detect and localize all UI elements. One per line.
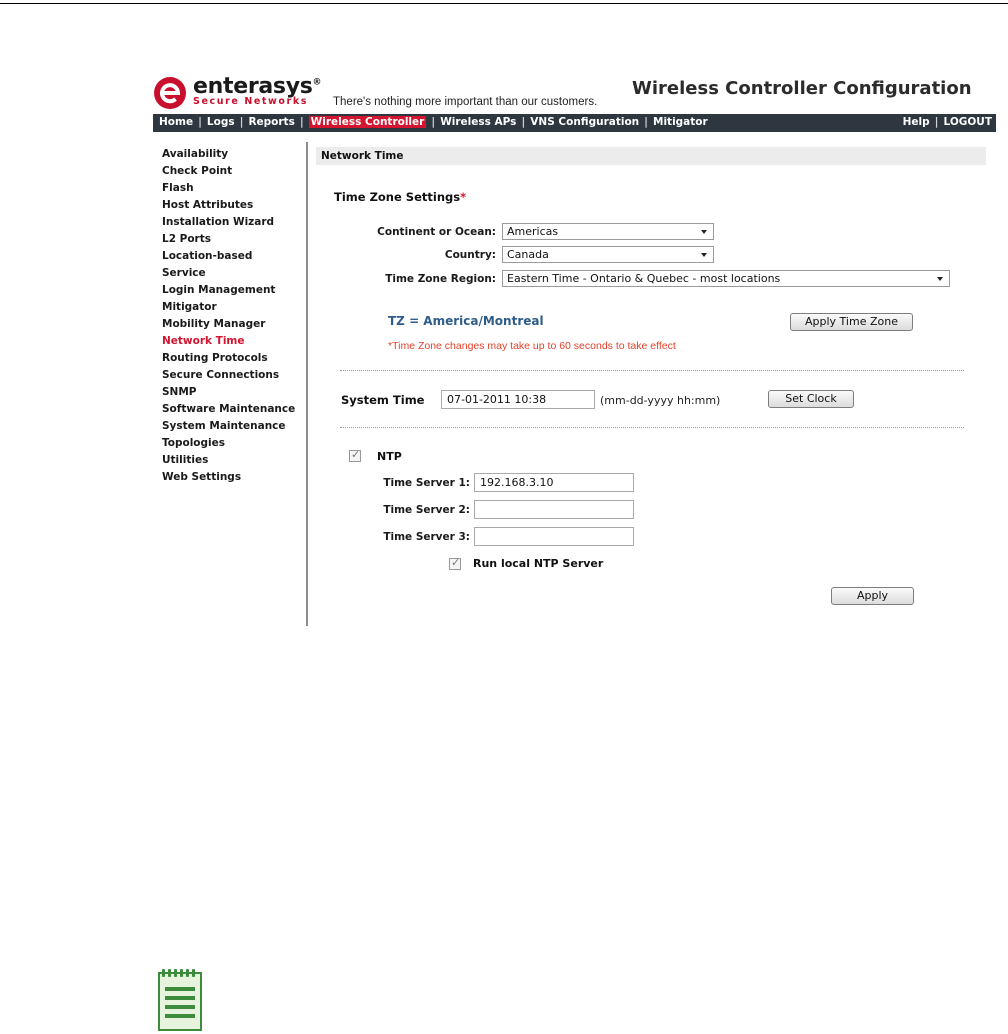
nav-mitigator[interactable]: Mitigator <box>653 116 708 128</box>
required-mark: * <box>460 190 467 204</box>
nav-help[interactable]: Help <box>902 116 930 128</box>
time-server-1-input[interactable]: 192.168.3.10 <box>474 473 634 492</box>
system-time-format: (mm-dd-yyyy hh:mm) <box>600 394 721 407</box>
nav-home[interactable]: Home <box>159 116 194 128</box>
nav-logs[interactable]: Logs <box>206 116 235 128</box>
run-local-ntp-label: Run local NTP Server <box>473 557 604 570</box>
nav-separator: | <box>239 116 244 128</box>
sidebar-item-l2-ports[interactable]: L2 Ports <box>162 233 212 245</box>
enterasys-logo-icon <box>153 76 187 110</box>
sidebar-item-location-based-service[interactable]: Service <box>162 267 206 279</box>
nav-separator: | <box>431 116 436 128</box>
sidebar-item-location-based[interactable]: Location-based <box>162 250 253 262</box>
sidebar-item-system-maintenance[interactable]: System Maintenance <box>162 420 286 432</box>
brand-sub: Secure Networks <box>193 96 309 107</box>
time-zone-region-select[interactable]: Eastern Time - Ontario & Quebec - most locations <box>502 270 950 287</box>
time-zone-region-label: Time Zone Region: <box>385 273 496 285</box>
tz-result: TZ = America/Montreal <box>388 314 544 328</box>
nav-right-group <box>903 116 992 128</box>
chevron-down-icon <box>937 277 943 281</box>
ntp-checkbox[interactable] <box>349 450 361 462</box>
top-nav-bar <box>153 114 996 132</box>
sidebar-divider <box>306 142 308 626</box>
set-clock-button[interactable]: Set Clock <box>768 390 854 408</box>
section-header-bar <box>316 147 986 165</box>
top-rule <box>0 3 1008 4</box>
section-title: Network Time <box>321 150 404 162</box>
sidebar-item-snmp[interactable]: SNMP <box>162 386 197 398</box>
sidebar <box>162 146 302 486</box>
time-zone-note: *Time Zone changes may take up to 60 seconds to take effect <box>388 340 676 352</box>
sidebar-item-host-attributes[interactable]: Host Attributes <box>162 199 254 211</box>
nav-separator: | <box>198 116 202 128</box>
page-heading: Wireless Controller Configuration <box>632 78 972 99</box>
chevron-down-icon <box>701 253 707 257</box>
sidebar-item-secure-connections[interactable]: Secure Connections <box>162 369 280 381</box>
nav-reports[interactable]: Reports <box>248 116 295 128</box>
sidebar-item-installation-wizard[interactable]: Installation Wizard <box>162 216 275 228</box>
sidebar-item-login-management[interactable]: Login Management <box>162 284 276 296</box>
chevron-down-icon <box>701 230 707 234</box>
nav-separator: | <box>521 116 526 128</box>
country-label: Country: <box>444 249 496 261</box>
time-zone-settings-title: Time Zone Settings* <box>334 190 467 204</box>
system-time-label: System Time <box>341 393 425 407</box>
continent-label: Continent or Ocean: <box>377 226 496 238</box>
ntp-label: NTP <box>377 450 402 463</box>
apply-button[interactable]: Apply <box>831 587 914 605</box>
time-server-3-input[interactable] <box>474 527 634 546</box>
sidebar-item-mitigator[interactable]: Mitigator <box>162 301 217 313</box>
nav-left-group <box>159 116 708 128</box>
sidebar-item-topologies[interactable]: Topologies <box>162 437 226 449</box>
run-local-ntp-checkbox[interactable] <box>449 558 461 570</box>
brand-name: enterasys® <box>193 74 322 99</box>
sidebar-item-web-settings[interactable]: Web Settings <box>162 471 242 483</box>
sidebar-item-check-point[interactable]: Check Point <box>162 165 233 177</box>
sidebar-item-routing-protocols[interactable]: Routing Protocols <box>162 352 268 364</box>
system-time-input[interactable]: 07-01-2011 10:38 <box>441 390 595 409</box>
nav-separator: | <box>934 116 939 128</box>
nav-vns-configuration[interactable]: VNS Configuration <box>530 116 640 128</box>
continent-select[interactable]: Americas <box>502 223 714 240</box>
tagline: There's nothing more important than our customers. <box>333 96 598 108</box>
time-server-3-label: Time Server 3: <box>383 531 470 543</box>
note-icon <box>158 969 202 1031</box>
sidebar-item-software-maintenance[interactable]: Software Maintenance <box>162 403 296 415</box>
country-select[interactable]: Canada <box>502 246 714 263</box>
nav-separator: | <box>299 116 304 128</box>
time-server-2-input[interactable] <box>474 500 634 519</box>
nav-logout[interactable]: LOGOUT <box>943 116 992 128</box>
sidebar-item-utilities[interactable]: Utilities <box>162 454 209 466</box>
time-server-1-label: Time Server 1: <box>383 477 470 489</box>
divider <box>340 427 964 428</box>
nav-separator: | <box>644 116 648 128</box>
sidebar-item-availability[interactable]: Availability <box>162 148 229 160</box>
time-server-2-label: Time Server 2: <box>383 504 470 516</box>
sidebar-item-flash[interactable]: Flash <box>162 182 194 194</box>
sidebar-item-mobility-manager[interactable]: Mobility Manager <box>162 318 266 330</box>
sidebar-item-network-time[interactable]: Network Time <box>162 335 245 347</box>
divider <box>340 370 964 371</box>
nav-wireless-aps[interactable]: Wireless APs <box>440 116 517 128</box>
apply-time-zone-button[interactable]: Apply Time Zone <box>790 313 913 331</box>
nav-wireless-controller[interactable]: Wireless Controller <box>310 116 425 128</box>
